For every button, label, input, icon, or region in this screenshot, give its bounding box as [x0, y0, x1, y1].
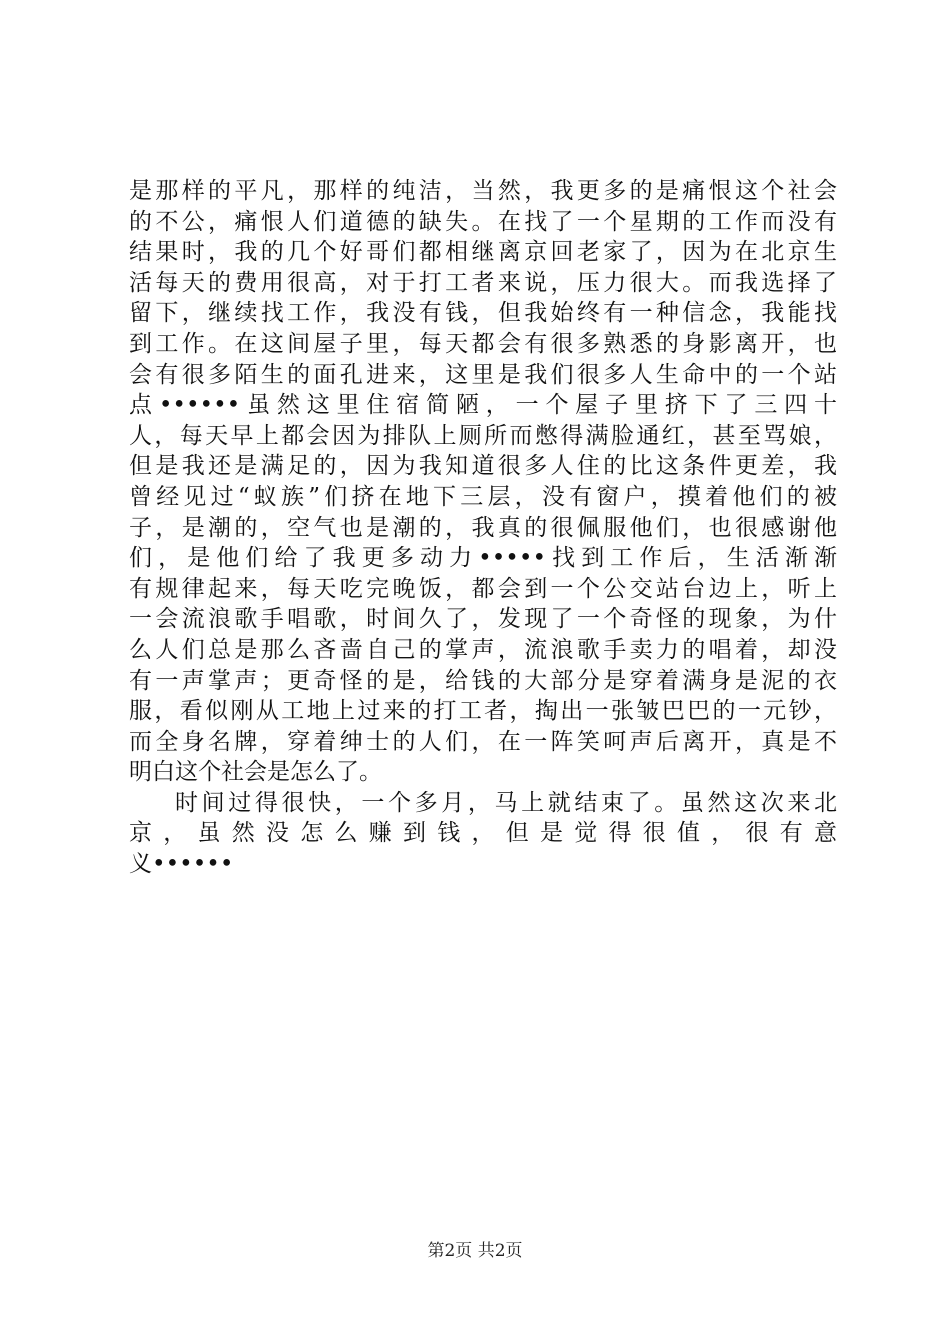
text-line: 义••••••: [129, 851, 234, 878]
text-line: 么人们总是那么吝啬自己的掌声，流浪歌手卖力的唱着，却没: [129, 636, 837, 663]
text-line: 有一声掌声；更奇怪的是，给钱的大部分是穿着满身是泥的衣: [129, 667, 837, 694]
text-line: 但是我还是满足的，因为我知道很多人住的比这条件更差，我: [129, 453, 837, 480]
body-text: [129, 176, 837, 880]
text-line: 曾经见过“蚁族”们挤在地下三层，没有窗户，摸着他们的被: [129, 483, 837, 510]
text-line: 是那样的平凡，那样的纯洁，当然，我更多的是痛恨这个社会: [129, 178, 837, 204]
text-line: 点••••••虽然这里住宿简陋，一个屋子里挤下了三四十: [129, 392, 837, 419]
text-line: 们，是他们给了我更多动力•••••找到工作后，生活渐渐: [129, 545, 837, 572]
page-number: 第2页 共2页: [427, 1241, 523, 1261]
text-line: 结果时，我的几个好哥们都相继离京回老家了，因为在北京生: [129, 239, 837, 266]
text-line: 会有很多陌生的面孔进来，这里是我们很多人生命中的一个站: [129, 361, 837, 388]
text-line: 人，每天早上都会因为排队上厕所而憋得满脸通红，甚至骂娘，: [129, 422, 837, 449]
text-line: 明白这个社会是怎么了。: [129, 759, 382, 786]
text-line: 有规律起来，每天吃完晚饭，都会到一个公交站台边上，听上: [129, 575, 837, 602]
text-line: 活每天的费用很高，对于打工者来说，压力很大。而我选择了: [129, 269, 837, 296]
text-line: 服，看似刚从工地上过来的打工者，掏出一张皱巴巴的一元钞，: [129, 698, 837, 725]
text-line: 京，虽然没怎么赚到钱，但是觉得很值，很有意: [129, 820, 837, 847]
page-footer: [0, 1240, 950, 1262]
text-line: 一会流浪歌手唱歌，时间久了，发现了一个奇怪的现象，为什: [129, 606, 837, 633]
text-line: 子，是潮的，空气也是潮的，我真的很佩服他们，也很感谢他: [129, 514, 837, 541]
text-line: 的不公，痛恨人们道德的缺失。在找了一个星期的工作而没有: [129, 208, 837, 235]
text-line: 而全身名牌，穿着绅士的人们，在一阵笑呵声后离开，真是不: [129, 728, 837, 755]
text-line: 时间过得很快，一个多月，马上就结束了。虽然这次来北: [175, 789, 837, 816]
text-line: 留下，继续找工作，我没有钱，但我始终有一种信念，我能找: [129, 300, 837, 327]
text-line: 到工作。在这间屋子里，每天都会有很多熟悉的身影离开，也: [129, 330, 837, 357]
